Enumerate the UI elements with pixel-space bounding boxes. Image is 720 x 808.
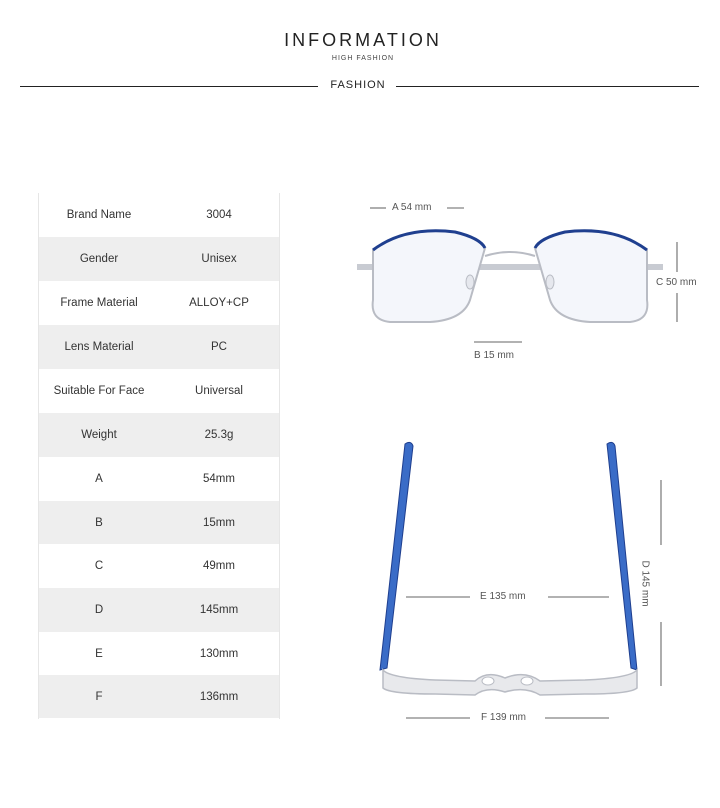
temple-right-top <box>607 442 637 670</box>
spec-label: B <box>95 516 103 529</box>
spec-label: E <box>95 647 103 660</box>
spec-value: Universal <box>195 385 243 397</box>
spec-label: D <box>94 604 104 616</box>
dimension-b-label: B 15 mm <box>474 350 515 361</box>
nose-pad-top-right <box>521 677 533 685</box>
spec-value: ALLOY+CP <box>189 297 249 309</box>
page-subtitle: HIGH FASHION <box>331 55 395 62</box>
temple-left-top <box>380 442 413 670</box>
spec-label: Gender <box>79 253 119 265</box>
section-heading: FASHION <box>330 79 386 91</box>
spec-value: 130mm <box>199 647 239 660</box>
dimension-c-label: C 50 mm <box>656 277 697 288</box>
spec-value: 3004 <box>206 209 232 221</box>
dimension-d-label: D 145 mm <box>639 560 651 607</box>
dimension-f-label: F 139 mm <box>481 712 527 723</box>
spec-value: 49mm <box>203 560 235 572</box>
spec-value: 15mm <box>203 516 235 529</box>
spec-value: Unisex <box>201 253 237 265</box>
page-title: INFORMATION <box>284 30 442 50</box>
dimension-e-label: E 135 mm <box>480 591 526 602</box>
spec-label: Brand Name <box>66 209 132 221</box>
spec-value: 145mm <box>199 604 239 616</box>
spec-value: 54mm <box>203 473 235 485</box>
spec-label: F <box>95 690 103 703</box>
spec-label: C <box>94 560 104 572</box>
spec-label: A <box>95 473 103 485</box>
nose-pad-top-left <box>482 677 494 685</box>
glasses-top-view <box>375 438 645 703</box>
spec-value: PC <box>211 341 227 353</box>
spec-label: Frame Material <box>60 297 138 309</box>
spec-label: Weight <box>81 429 117 441</box>
spec-value: 25.3g <box>204 429 234 441</box>
spec-value: 136mm <box>199 690 239 703</box>
spec-label: Lens Material <box>64 341 134 353</box>
dimension-a-label: A 54 mm <box>392 202 432 213</box>
frame-top <box>383 670 637 695</box>
spec-label: Suitable For Face <box>53 385 145 397</box>
